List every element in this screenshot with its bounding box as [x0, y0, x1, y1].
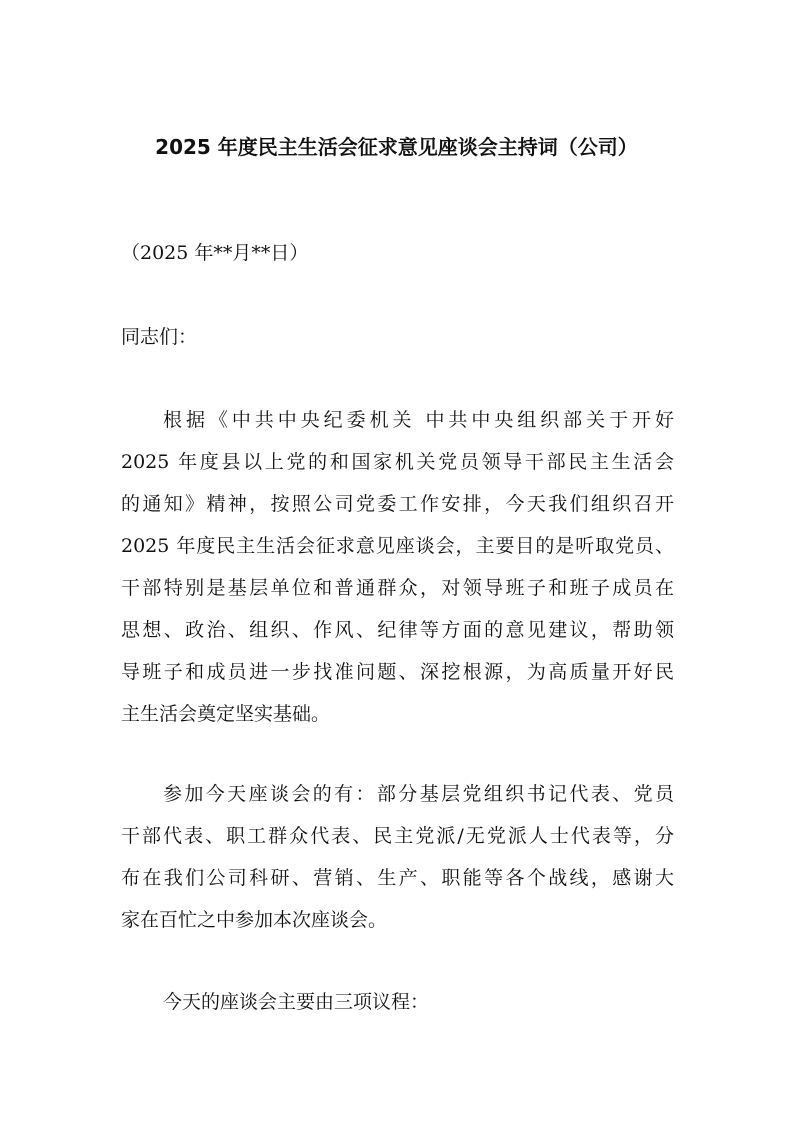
paragraph-line: 参加今天座谈会的有：部分基层党组织书记代表、党员	[163, 783, 674, 805]
paragraph-line: 家在百忙之中参加本次座谈会。	[121, 909, 388, 931]
paragraph-line: 今天的座谈会主要由三项议程：	[163, 991, 430, 1013]
paragraph-line: 2025 年度民主生活会征求意见座谈会，主要目的是听取党员、	[121, 535, 674, 557]
document-date: （2025 年**月**日）	[121, 242, 309, 264]
paragraph-line: 的通知》精神，按照公司党委工作安排，今天我们组织召开	[121, 493, 674, 515]
paragraph-line: 布在我们公司科研、营销、生产、职能等各个战线，感谢大	[121, 867, 674, 889]
document-title: 2025 年度民主生活会征求意见座谈会主持词（公司）	[155, 135, 638, 159]
paragraph-line: 导班子和成员进一步找准问题、深挖根源，为高质量开好民	[121, 661, 674, 683]
salutation: 同志们：	[121, 326, 198, 348]
paragraph-line: 干部特别是基层单位和普通群众，对领导班子和班子成员在	[121, 577, 674, 599]
paragraph-line: 主生活会奠定坚实基础。	[121, 703, 331, 725]
paragraph-line: 干部代表、职工群众代表、民主党派/无党派人士代表等，分	[121, 825, 674, 847]
paragraph-line: 根据《中共中央纪委机关 中共中央组织部关于开好	[163, 409, 674, 431]
paragraph-line: 2025 年度县以上党的和国家机关党员领导干部民主生活会	[121, 451, 674, 473]
paragraph-line: 思想、政治、组织、作风、纪律等方面的意见建议，帮助领	[121, 619, 674, 641]
